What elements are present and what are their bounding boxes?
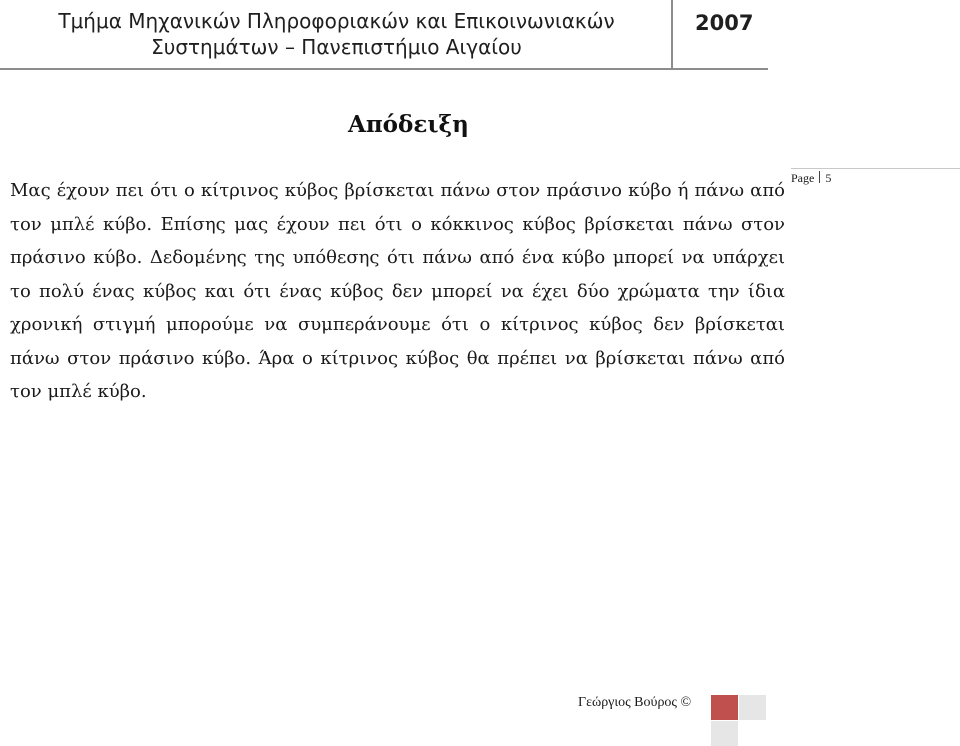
footer-square-gray-right xyxy=(739,695,766,720)
header-year: 2007 xyxy=(695,11,754,35)
footer-square-red xyxy=(711,695,738,720)
header-title-line2: Συστημάτων – Πανεπιστήμιο Αιγαίου xyxy=(151,35,522,59)
page-number-separator xyxy=(819,171,820,183)
header-divider-vertical xyxy=(671,0,673,70)
body-paragraph: Μας έχουν πει ότι ο κίτρινος κύβος βρίσκεται πάνω στον πράσινο κύβο ή πάνω από τον μπλέ κύβο. Επίσης μας έχουν πει ότι ο κόκκινος κύβος βρίσκεται πάνω στον πράσινο κύβο. Δεδομένης της υπόθεσης ότι πάνω από ένα κύβο μπορεί να υπάρχει το πολύ ένας κύβος και ότι ένας κύβος δεν μπορεί να έχει δύο χρώματα την ίδια χρονική στιγμή μπορούμε να συμπεράνουμε ότι ο κίτρινος κύβος δεν βρίσκεται πάνω στον πράσινο κύβο. Άρα ο κίτρινος κύβος θα πρέπει να βρίσκεται πάνω από τον μπλέ κύβο. xyxy=(10,180,785,402)
section-heading: Απόδειξη xyxy=(348,111,469,138)
page-number-value: 5 xyxy=(825,171,832,185)
header-title xyxy=(8,8,665,60)
header-divider-horizontal xyxy=(0,68,768,70)
footer-square-gray-bottom xyxy=(711,721,738,746)
page-header xyxy=(0,0,768,70)
page-number-label: Page xyxy=(791,171,815,185)
footer-author: Γεώργιος Βούρος © xyxy=(578,695,692,710)
header-title-line1: Τμήμα Μηχανικών Πληροφοριακών και Επικοινωνιακών xyxy=(58,9,615,33)
page-number xyxy=(791,168,960,188)
